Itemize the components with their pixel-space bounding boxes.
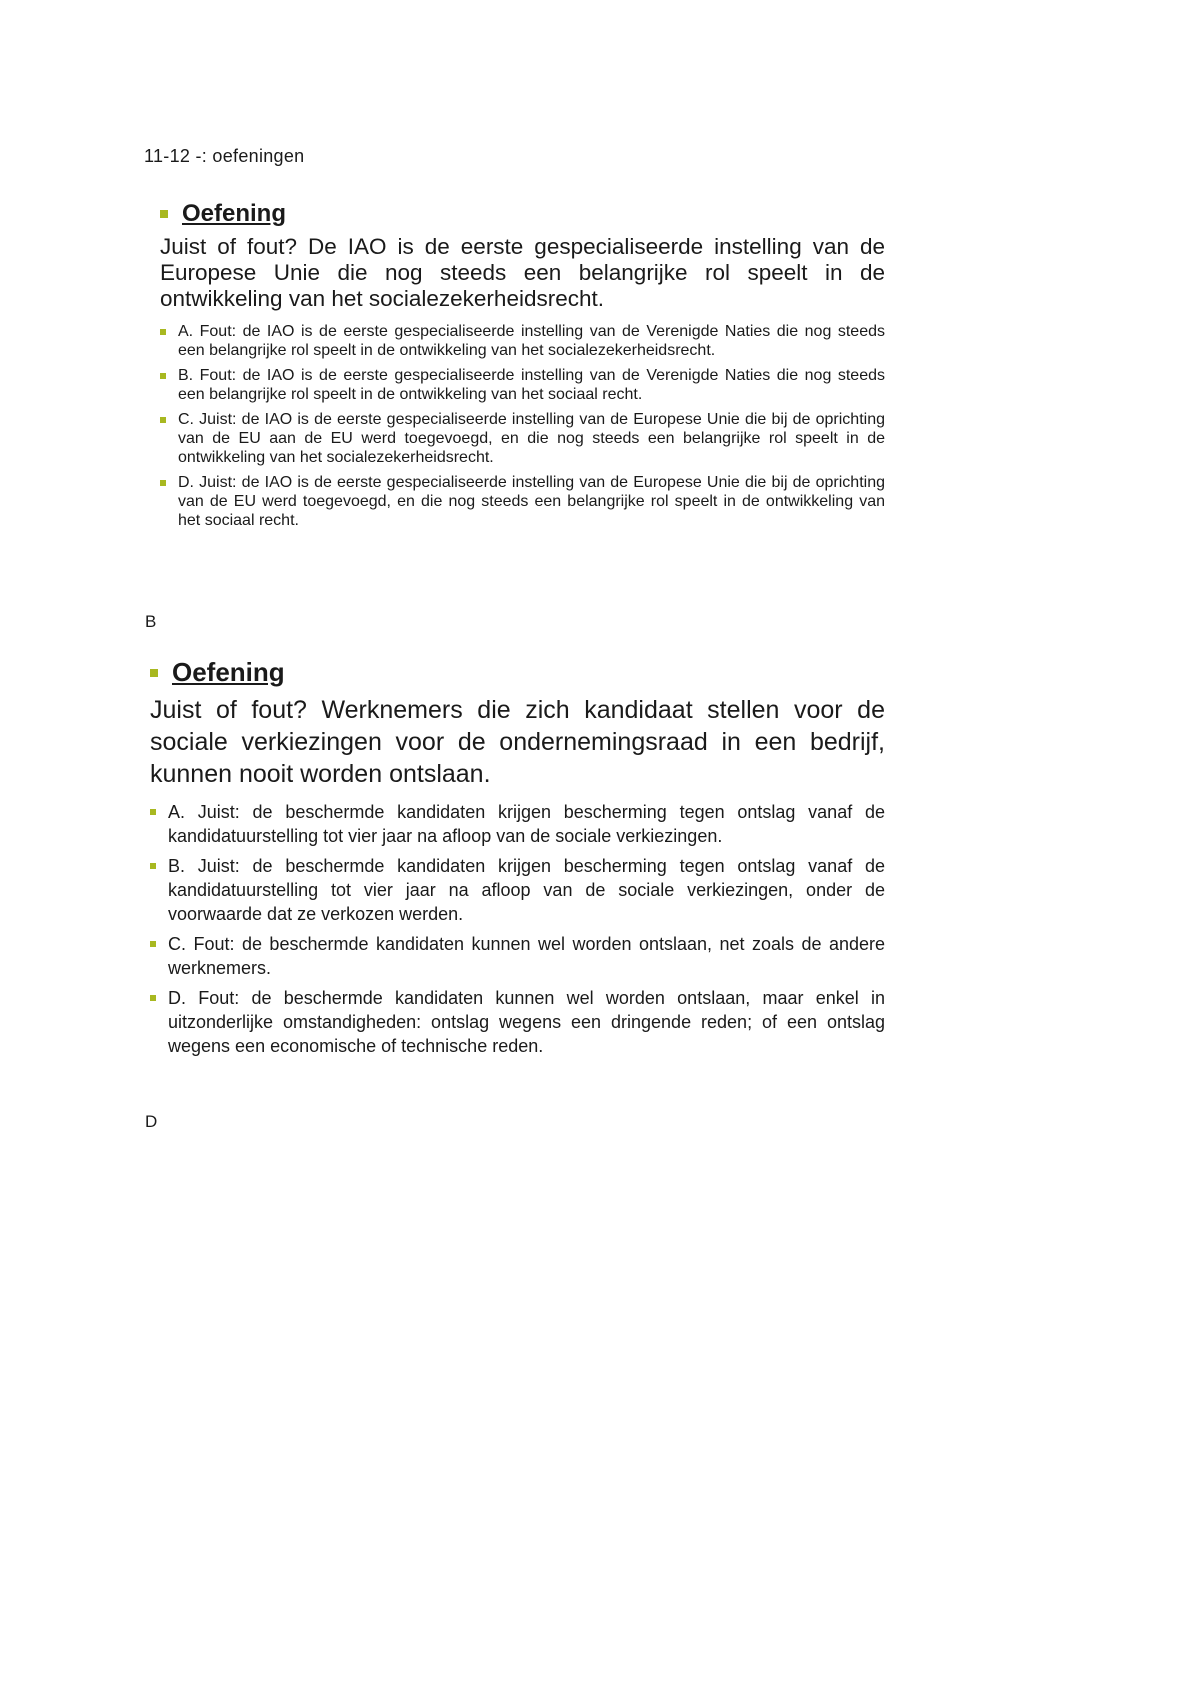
answer-2: D [145, 1112, 158, 1131]
exercise-title-text: Oefening [172, 657, 285, 687]
option-a [160, 322, 885, 360]
exercise-1 [160, 200, 885, 536]
square-bullet-icon [160, 480, 166, 486]
square-bullet-icon [160, 373, 166, 379]
option-c [150, 932, 885, 980]
option-b [160, 366, 885, 404]
option-d [160, 473, 885, 530]
option-a [150, 800, 885, 848]
option-text: C. Juist: de IAO is de eerste gespecialiseerde instelling van de Europese Unie die bij de oprichting van de EU aan de EU werd toegevoegd, en die nog steeds een belangrijke rol speelt in de ontwikkeling van het socialezekerheidsrecht. [178, 411, 885, 466]
option-text: C. Fout: de beschermde kandidaten kunnen wel worden ontslaan, net zoals de andere werknemers. [168, 934, 885, 978]
square-bullet-icon [160, 210, 168, 218]
square-bullet-icon [160, 417, 166, 423]
square-bullet-icon [150, 995, 156, 1001]
exercise-title [150, 657, 885, 688]
exercise-2 [150, 657, 885, 1064]
square-bullet-icon [150, 669, 158, 677]
square-bullet-icon [160, 329, 166, 335]
exercise-question: Juist of fout? Werknemers die zich kandidaat stellen voor de sociale verkiezingen voor de ondernemingsraad in een bedrijf, kunnen nooit worden ontslaan. [150, 696, 885, 788]
option-b [150, 854, 885, 926]
answer-1: B [145, 612, 157, 631]
option-text: D. Juist: de IAO is de eerste gespecialiseerde instelling van de Europese Unie die bij de oprichting van de EU werd toegevoegd, en die nog steeds een belangrijke rol speelt in de ontwikkeling van het sociaal recht. [178, 474, 885, 529]
page-header: 11-12 -: oefeningen [144, 146, 305, 166]
square-bullet-icon [150, 941, 156, 947]
square-bullet-icon [150, 809, 156, 815]
option-text: B. Juist: de beschermde kandidaten krijgen bescherming tegen ontslag vanaf de kandidatuurstelling tot vier jaar na afloop van de sociale verkiezingen, onder de voorwaarde dat ze verkozen werden. [168, 856, 885, 924]
option-list [160, 322, 885, 530]
square-bullet-icon [150, 863, 156, 869]
option-text: A. Juist: de beschermde kandidaten krijgen bescherming tegen ontslag vanaf de kandidatuurstelling tot vier jaar na afloop van de sociale verkiezingen. [168, 802, 885, 846]
option-c [160, 410, 885, 467]
option-d [150, 986, 885, 1058]
exercise-title [160, 200, 885, 228]
option-list [150, 800, 885, 1058]
exercise-title-text: Oefening [182, 200, 287, 227]
option-text: B. Fout: de IAO is de eerste gespecialiseerde instelling van de Verenigde Naties die nog steeds een belangrijke rol speelt in de ontwikkeling van het sociaal recht. [178, 367, 885, 403]
option-text: D. Fout: de beschermde kandidaten kunnen wel worden ontslaan, maar enkel in uitzonderlijke omstandigheden: ontslag wegens een dringende reden; of een ontslag wegens een economische of technische reden. [168, 988, 885, 1056]
exercise-question: Juist of fout? De IAO is de eerste gespecialiseerde instelling van de Europese Unie die nog steeds een belangrijke rol speelt in de ontwikkeling van het socialezekerheidsrecht. [160, 234, 885, 311]
option-text: A. Fout: de IAO is de eerste gespecialiseerde instelling van de Verenigde Naties die nog steeds een belangrijke rol speelt in de ontwikkeling van het socialezekerheidsrecht. [178, 323, 885, 359]
